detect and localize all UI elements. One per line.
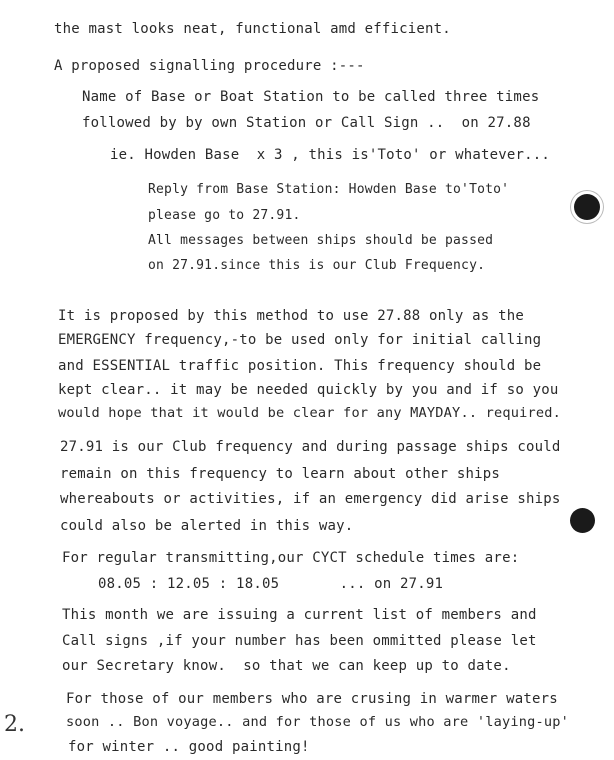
text-line-1: the mast looks neat, functional amd efficient.	[54, 21, 451, 37]
text-line-12: and ESSENTIAL traffic position. This frequency should be	[58, 358, 542, 374]
text-line-15: 27.91 is our Club frequency and during passage ships could	[60, 439, 561, 455]
text-line-4: followed by by own Station or Call Sign .. on 27.88	[82, 115, 531, 131]
text-line-23: our Secretary know. so that we can keep up to date.	[62, 658, 511, 674]
text-line-2: A proposed signalling procedure :---	[54, 58, 365, 74]
punch-hole-top	[574, 194, 600, 220]
handwritten-page-number: 2.	[4, 712, 25, 737]
text-line-24: For those of our members who are crusing in warmer waters	[66, 691, 558, 707]
text-line-10: It is proposed by this method to use 27.88 only as the	[58, 308, 524, 324]
text-line-19: For regular transmitting,our CYCT schedule times are:	[62, 550, 520, 566]
text-line-18: could also be alerted in this way.	[60, 518, 354, 534]
text-line-7: please go to 27.91.	[148, 208, 301, 223]
text-line-5: ie. Howden Base x 3 , this is'Toto' or whatever...	[110, 147, 551, 163]
text-line-14: would hope that it would be clear for any MAYDAY.. required.	[58, 405, 562, 421]
text-line-9: on 27.91.since this is our Club Frequency.	[148, 258, 486, 273]
text-line-13: kept clear.. it may be needed quickly by you and if so you	[58, 382, 559, 398]
text-line-17: whereabouts or activities, if an emergency did arise ships	[60, 491, 561, 507]
text-line-6: Reply from Base Station: Howden Base to'Toto'	[148, 182, 510, 197]
text-line-26: for winter .. good painting!	[68, 739, 310, 755]
text-line-20: 08.05 : 12.05 : 18.05 ... on 27.91	[98, 576, 444, 592]
punch-hole-bottom	[570, 508, 595, 533]
text-line-8: All messages between ships should be passed	[148, 233, 494, 248]
text-line-3: Name of Base or Boat Station to be called three times	[82, 89, 540, 105]
text-line-11: EMERGENCY frequency,-to be used only for initial calling	[58, 332, 542, 348]
text-line-25: soon .. Bon voyage.. and for those of us who are 'laying-up'	[66, 714, 570, 730]
text-line-22: Call signs ,if your number has been ommitted please let	[62, 633, 537, 649]
text-line-21: This month we are issuing a current list of members and	[62, 607, 537, 623]
text-line-16: remain on this frequency to learn about other ships	[60, 466, 501, 482]
